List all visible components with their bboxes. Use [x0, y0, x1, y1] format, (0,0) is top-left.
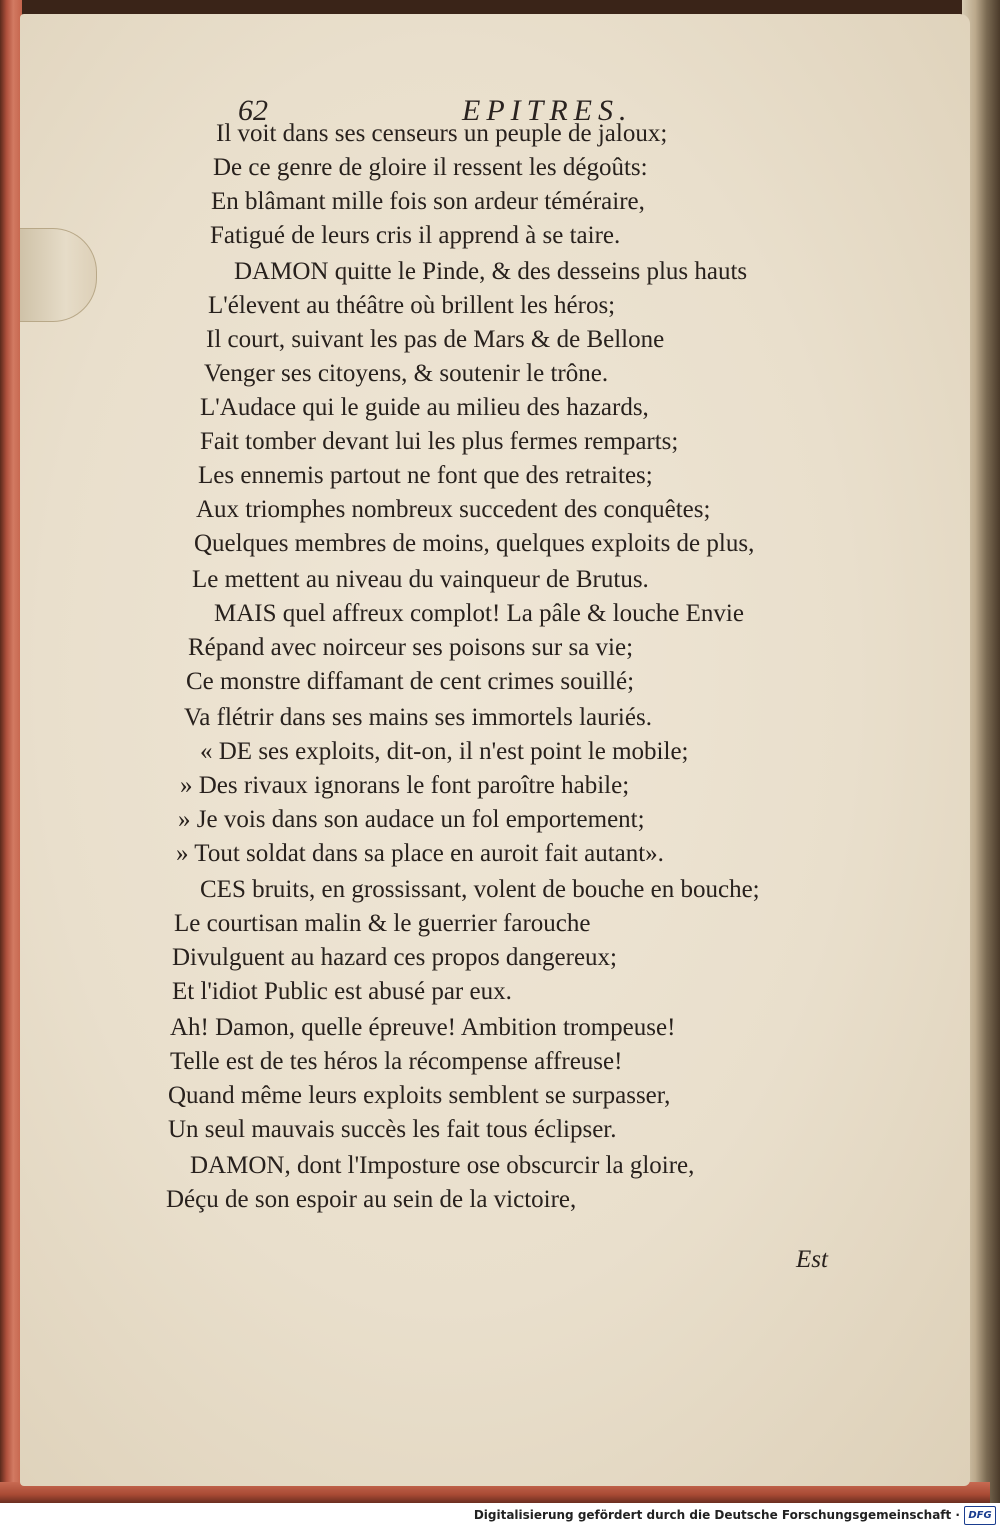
verse-line: Telle est de tes héros la récompense affreuse! — [170, 1048, 623, 1075]
verse-line: Quand même leurs exploits semblent se surpasser, — [168, 1082, 671, 1109]
verse-line: MAIS quel affreux complot! La pâle & louche Envie — [214, 600, 744, 627]
footer-bar — [0, 1503, 1000, 1527]
verse-line: De ce genre de gloire il ressent les dégoûts: — [213, 154, 648, 181]
verse-line: Un seul mauvais succès les fait tous éclipser. — [168, 1116, 617, 1143]
verse-line: Aux triomphes nombreux succedent des conquêtes; — [196, 496, 711, 523]
verse-line: Quelques membres de moins, quelques exploits de plus, — [194, 530, 755, 557]
verse-line: Il court, suivant les pas de Mars & de Bellone — [206, 326, 665, 353]
verse-line: « DE ses exploits, dit-on, il n'est point le mobile; — [200, 738, 689, 765]
verse-line: L'Audace qui le guide au milieu des hazards, — [200, 394, 649, 421]
verse-line: L'élevent au théâtre où brillent les héros; — [208, 292, 616, 319]
verse-line: Ah! Damon, quelle épreuve! Ambition trompeuse! — [170, 1014, 676, 1041]
funding-credit: Digitalisierung gefördert durch die Deutsche Forschungsgemeinschaft · — [473, 1508, 960, 1522]
verse-line: Et l'idiot Public est abusé par eux. — [172, 978, 512, 1005]
verse-line: Ce monstre diffamant de cent crimes souillé; — [186, 668, 635, 695]
verse-line: Les ennemis partout ne font que des retraites; — [198, 462, 653, 489]
page-edge-left — [0, 0, 22, 1503]
verse-line: Répand avec noirceur ses poisons sur sa vie; — [188, 634, 634, 661]
verse-line: Fait tomber devant lui les plus fermes remparts; — [200, 428, 679, 455]
verse-line: Il voit dans ses censeurs un peuple de jaloux; — [216, 120, 668, 147]
dfg-logo-icon: DFG — [964, 1506, 996, 1525]
running-title: EPITRES. — [462, 94, 633, 127]
verse-line: » Tout soldat dans sa place en auroit fait autant». — [176, 840, 664, 867]
verse-line: Le mettent au niveau du vainqueur de Brutus. — [192, 566, 649, 593]
verse-line: Va flétrir dans ses mains ses immortels lauriés. — [184, 704, 652, 731]
verse-line: Déçu de son espoir au sein de la victoire, — [166, 1186, 577, 1213]
verse-line: Fatigué de leurs cris il apprend à se taire. — [210, 222, 621, 249]
verse-line: En blâmant mille fois son ardeur téméraire, — [211, 188, 645, 215]
verse-line: Venger ses citoyens, & soutenir le trône. — [204, 360, 609, 387]
bookmark-tab — [20, 228, 97, 322]
verse-line: DAMON, dont l'Imposture ose obscurcir la gloire, — [190, 1152, 695, 1179]
verse-line: CES bruits, en grossissant, volent de bouche en bouche; — [200, 876, 760, 903]
book-page — [20, 14, 970, 1486]
catchword: Est — [796, 1246, 828, 1273]
verse-line: » Je vois dans son audace un fol emportement; — [178, 806, 645, 833]
verse-line: Divulguent au hazard ces propos dangereux; — [172, 944, 617, 971]
verse-line: » Des rivaux ignorans le font paroître habile; — [180, 772, 630, 799]
verse-line: Le courtisan malin & le guerrier farouche — [174, 910, 591, 937]
verse-line: DAMON quitte le Pinde, & des desseins plus hauts — [234, 258, 748, 285]
page-number: 62 — [238, 94, 268, 127]
